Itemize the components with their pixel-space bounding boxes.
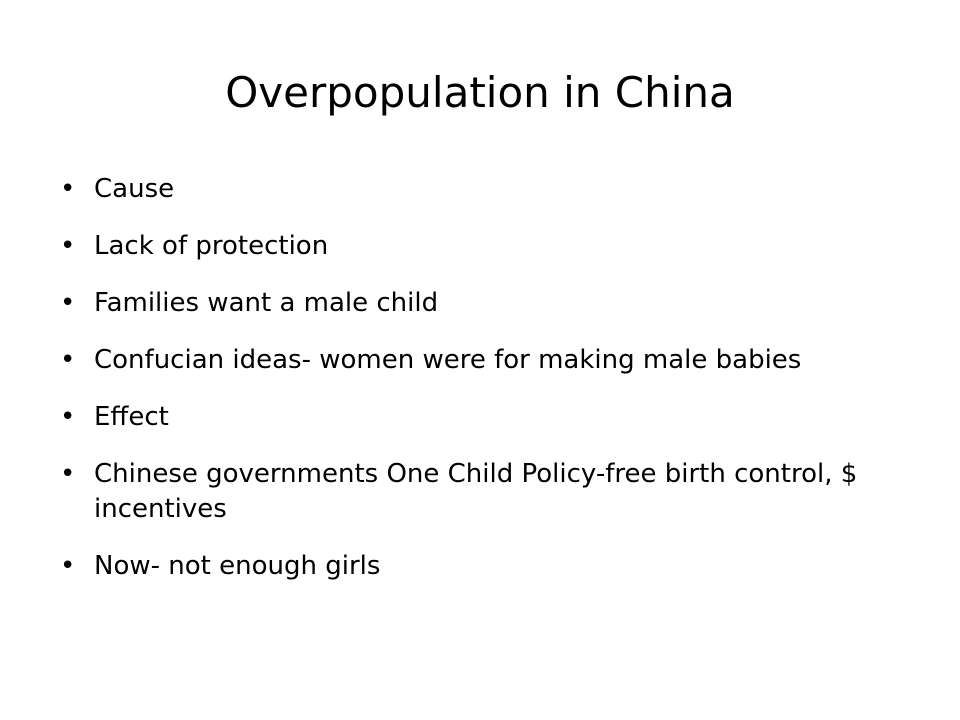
bullet-icon: • bbox=[60, 551, 76, 581]
bullet-text: Chinese governments One Child Policy-free birth control, $ incentives bbox=[94, 459, 858, 524]
bullet-item-one-child-policy bbox=[60, 457, 880, 527]
bullet-text: Effect bbox=[94, 402, 169, 432]
bullet-icon: • bbox=[60, 231, 76, 261]
bullet-icon: • bbox=[60, 288, 76, 318]
bullet-icon: • bbox=[60, 345, 76, 375]
bullet-item-not-enough-girls bbox=[60, 549, 880, 584]
bullet-item-confucian-ideas bbox=[60, 343, 880, 378]
bullet-list bbox=[60, 172, 880, 606]
bullet-text: Lack of protection bbox=[94, 231, 329, 261]
slide-title: Overpopulation in China bbox=[225, 68, 735, 117]
bullet-icon: • bbox=[60, 174, 76, 204]
bullet-item-effect bbox=[60, 400, 880, 435]
bullet-text: Confucian ideas- women were for making male babies bbox=[94, 345, 802, 375]
bullet-text: Cause bbox=[94, 174, 175, 204]
bullet-text: Families want a male child bbox=[94, 288, 439, 318]
bullet-icon: • bbox=[60, 459, 76, 489]
bullet-icon: • bbox=[60, 402, 76, 432]
bullet-item-cause bbox=[60, 172, 880, 207]
bullet-item-male-child bbox=[60, 286, 880, 321]
bullet-item-lack-of-protection bbox=[60, 229, 880, 264]
bullet-text: Now- not enough girls bbox=[94, 551, 381, 581]
